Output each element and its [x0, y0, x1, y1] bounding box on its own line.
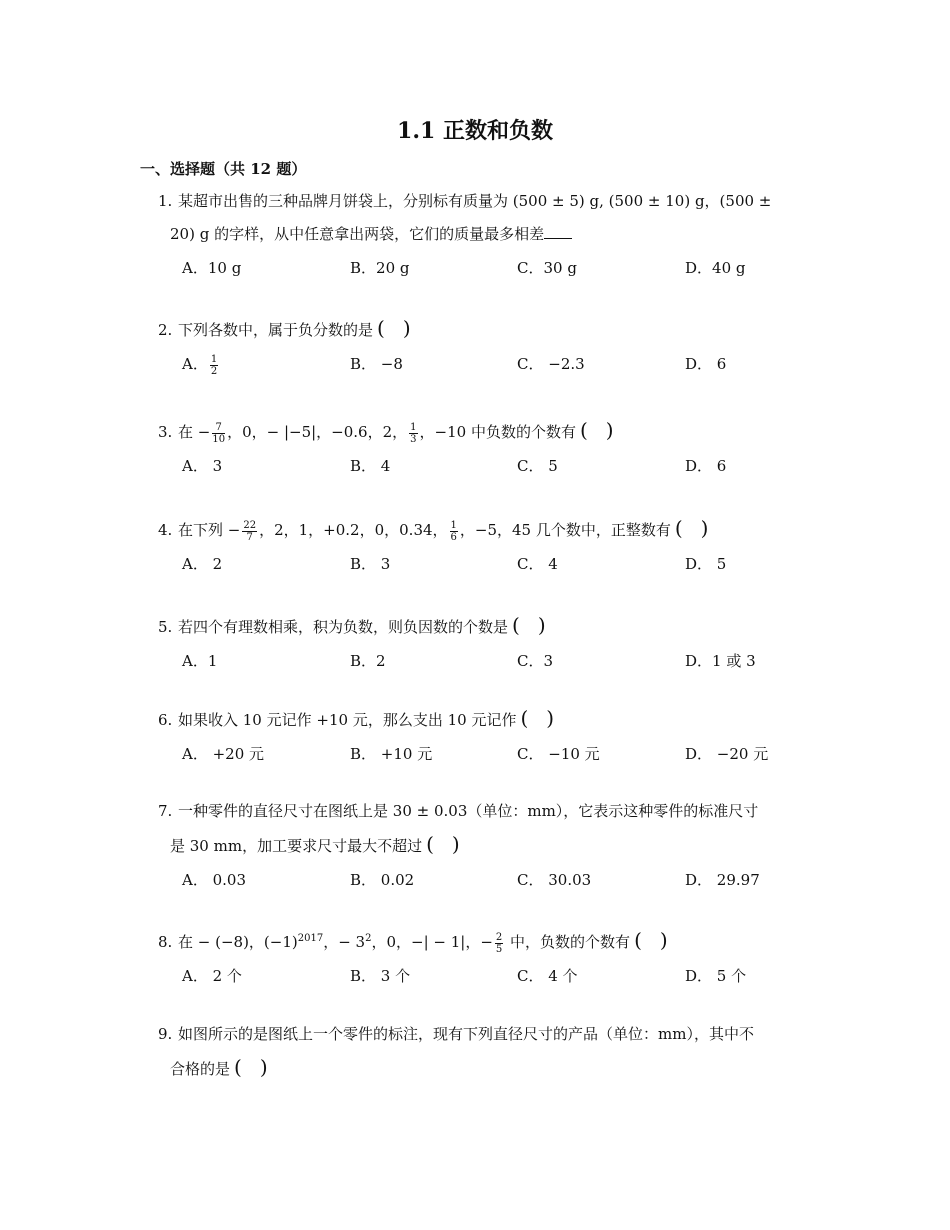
- option-a: A． 2: [182, 555, 223, 573]
- section-heading: 一、选择题（共 12 题）: [140, 160, 307, 178]
- question-8: 8. 在 − (−8)，$(-1)^{2017}$，− $3^2$，0，−| − 1|，− $\frac{2}{5}$ 中，负数的个数有 () A． 2 个 B． 3 个 C． 4 个 D． 5 个: [158, 922, 818, 993]
- question-stem: 下列各数中，属于负分数的是: [178, 321, 374, 339]
- option-d: D．40 g: [685, 259, 746, 277]
- question-4: 4. 在下列 − $\frac{22}{7}$ ，2，1，+0.2，0，0.34， $\frac{1}{6}$ ，−5，45 几个数中，正整数有 () A． 2 B． 3 C． 4 D． 5: [158, 512, 818, 581]
- option-d: D． 6: [685, 457, 727, 475]
- option-c: C． −2.3: [517, 355, 585, 373]
- options: [182, 863, 818, 897]
- fraction: $\frac{22}{7}$: [243, 519, 257, 543]
- options: [182, 959, 818, 993]
- question-number: 4.: [158, 521, 173, 539]
- option-d: D．1 或 3: [685, 652, 756, 670]
- option-d: D． 5 个: [685, 967, 747, 985]
- question-number: 6.: [158, 711, 173, 729]
- question-2: [158, 312, 818, 381]
- fraction: $\frac{7}{10}$: [212, 421, 226, 445]
- option-b: B． 0.02: [350, 871, 415, 889]
- fraction: $\frac{1}{2}$: [210, 353, 218, 377]
- option-c: C． 30.03: [517, 871, 592, 889]
- page-title: 1.1 正数和负数: [397, 118, 553, 144]
- option-b: B．2: [350, 652, 386, 670]
- answer-paren: (): [674, 516, 727, 540]
- option-a: A．10 g: [182, 259, 242, 277]
- option-b: B．20 g: [350, 259, 410, 277]
- question-number: 8.: [158, 933, 173, 951]
- answer-paren: (): [520, 706, 573, 730]
- answer-paren: (): [426, 832, 478, 856]
- options: [182, 547, 818, 581]
- question-stem-cont: 是 30 mm，加工要求尺寸最大不超过: [170, 837, 423, 855]
- option-c: C． 4: [517, 555, 558, 573]
- option-a: A． $\frac{1}{2}$: [182, 353, 218, 377]
- fraction: $\frac{1}{6}$: [450, 519, 457, 543]
- question-stem: 若四个有理数相乘，积为负数，则负因数的个数是: [178, 618, 509, 636]
- option-c: C．3: [517, 652, 554, 670]
- question-number: 2.: [158, 321, 173, 339]
- option-c: C． 5: [517, 457, 558, 475]
- fraction: $\frac{1}{3}$: [410, 421, 417, 445]
- option-b: B． 3 个: [350, 967, 411, 985]
- option-c: C． 4 个: [517, 967, 578, 985]
- option-a: A． 3: [182, 457, 223, 475]
- question-5: [158, 609, 818, 678]
- option-d: D． −20 元: [685, 745, 769, 763]
- question-number: 3.: [158, 423, 173, 441]
- question-stem: 某超市出售的三种品牌月饼袋上，分别标有质量为 (500 ± 5) g, (500 ± 10) g，(500 ±: [178, 192, 772, 210]
- question-stem-cont: 20) g 的字样，从中任意拿出两袋，它们的质量最多相差: [170, 225, 545, 243]
- options: [182, 347, 818, 381]
- options: [182, 737, 818, 771]
- answer-paren: (): [634, 928, 686, 952]
- question-stem-cont: 合格的是: [170, 1060, 231, 1078]
- option-b: B． 4: [350, 457, 391, 475]
- answer-paren: (): [234, 1055, 286, 1079]
- question-9: [158, 1018, 818, 1086]
- options: [182, 251, 818, 285]
- option-a: A． 2 个: [182, 967, 242, 985]
- question-number: 1.: [158, 192, 173, 210]
- option-d: D． 29.97: [685, 871, 760, 889]
- option-d: D． 6: [685, 355, 727, 373]
- question-7: [158, 795, 818, 897]
- answer-blank: [544, 224, 572, 239]
- question-3: 3. 在 − $\frac{7}{10}$ ，0，− |−5|，−0.6，2， $\frac{1}{3}$ ，−10 中负数的个数有 () A． 3 B． 4 C． 5 D． 6: [158, 414, 818, 483]
- question-number: 7.: [158, 802, 173, 820]
- option-c: C． −10 元: [517, 745, 600, 763]
- option-d: D． 5: [685, 555, 727, 573]
- fraction: $\frac{2}{5}$: [495, 931, 503, 955]
- answer-paren: (): [377, 316, 429, 340]
- options: [182, 644, 818, 678]
- question-stem: 一种零件的直径尺寸在图纸上是 30 ± 0.03（单位：mm），它表示这种零件的标准尺寸: [178, 802, 759, 820]
- answer-paren: (): [512, 613, 564, 637]
- options: [182, 449, 818, 483]
- option-c: C．30 g: [517, 259, 577, 277]
- option-a: A． 0.03: [182, 871, 246, 889]
- option-b: B． −8: [350, 355, 403, 373]
- option-a: A． +20 元: [182, 745, 265, 763]
- question-stem: 如果收入 10 元记作 +10 元，那么支出 10 元记作: [178, 711, 517, 729]
- question-stem: 如图所示的是图纸上一个零件的标注，现有下列直径尺寸的产品（单位：mm），其中不: [178, 1025, 754, 1043]
- option-a: A．1: [182, 652, 218, 670]
- option-b: B． +10 元: [350, 745, 433, 763]
- question-number: 9.: [158, 1025, 173, 1043]
- option-b: B． 3: [350, 555, 391, 573]
- answer-paren: (): [579, 418, 632, 442]
- question-6: [158, 702, 818, 771]
- question-number: 5.: [158, 618, 173, 636]
- question-1: [158, 185, 818, 285]
